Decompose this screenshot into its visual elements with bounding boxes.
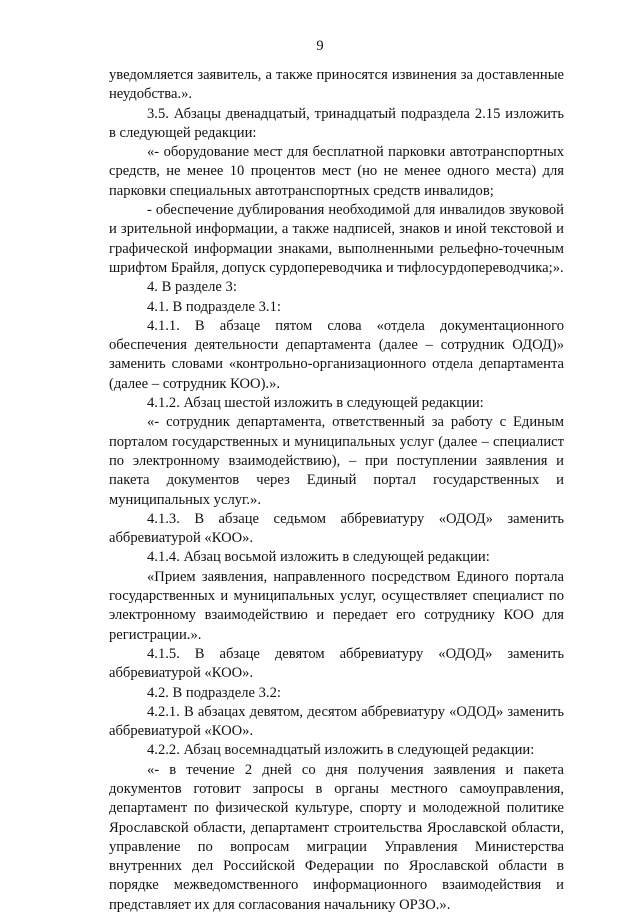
paragraph-4-2-2: 4.2.2. Абзац восемнадцатый изложить в следующей редакции: [147, 742, 535, 759]
paragraph-4: 4. В разделе 3: [147, 279, 237, 296]
paragraph-3-5: 3.5. Абзацы двенадцатый, тринадцатый подраздела 2.15 изложить в следующей редакции: [109, 105, 564, 141]
paragraph-4-1-1: 4.1.1. В абзаце пятом слова «отдела документационного обеспечения деятельности департамента (далее – сотрудник ОДОД)» заменить словами «контрольно-организационного отдела департамента (далее – сотрудник КОО).». [109, 317, 564, 392]
paragraph-employee-quote: «- сотрудник департамента, ответственный за работу с Единым порталом государственных и муниципальных услуг (далее – специалист по электронному взаимодействию), – при поступлении заявления и пакета документов через Единый портал государственных и муниципальных услуг.». [109, 414, 564, 508]
paragraph-4-1-3: 4.1.3. В абзаце седьмом аббревиатуру «ОДОД» заменить аббревиатурой «КОО». [109, 510, 564, 547]
paragraph-4-1: 4.1. В подразделе 3.1: [147, 298, 281, 315]
paragraph-4-2-1: 4.2.1. В абзацах девятом, десятом аббревиатуру «ОДОД» заменить аббревиатурой «КОО». [109, 703, 564, 740]
paragraph-4-1-4: 4.1.4. Абзац восьмой изложить в следующей редакции: [147, 549, 490, 566]
paragraph-requests-quote: «- в течение 2 дней со дня получения заявления и пакета документов готовит запросы в органы местного самоуправления, департамент по физической культуре, спорту и молодежной политике Ярославской области, департамент строительства Ярославской области, управление по вопросам миграции Управления Министерства внутренних дел Российской Федерации по Ярославской области в порядке межведомственного информационного взаимодействия и представляет их для согласования начальнику ОРЗО.». [109, 761, 564, 913]
paragraph-braille-quote: - обеспечение дублирования необходимой для инвалидов звуковой и зрительной информации, а также надписей, знаков и иной текстовой и графической информации знаками, выполненными рельефно-точечным шрифтом Брайля, допуск сурдопереводчика и тифлосурдопереводчика;». [109, 202, 564, 276]
paragraph-4-2: 4.2. В подразделе 3.2: [147, 684, 281, 701]
paragraph-4-1-5: 4.1.5. В абзаце девятом аббревиатуру «ОДОД» заменить аббревиатурой «КОО». [109, 645, 564, 682]
paragraph-4-1-2: 4.1.2. Абзац шестой изложить в следующей редакции: [147, 395, 484, 412]
paragraph-parking-quote: «- оборудование мест для бесплатной парковки автотранспортных средств, не менее 10 процентов мест (но не менее одного места) для парковки специальных автотранспортных средств инвалидов; [109, 144, 564, 199]
paragraph-continuation: уведомляется заявитель, а также приносятся извинения за доставленные неудобства.». [109, 67, 564, 103]
paragraph-reception-quote: «Прием заявления, направленного посредством Единого портала государственных и муниципальных услуг, осуществляет специалист по электронному взаимодействию и передает его сотруднику КОО для регистрации.». [109, 568, 564, 643]
page-number: 9 [316, 38, 324, 54]
document-body [109, 66, 564, 915]
